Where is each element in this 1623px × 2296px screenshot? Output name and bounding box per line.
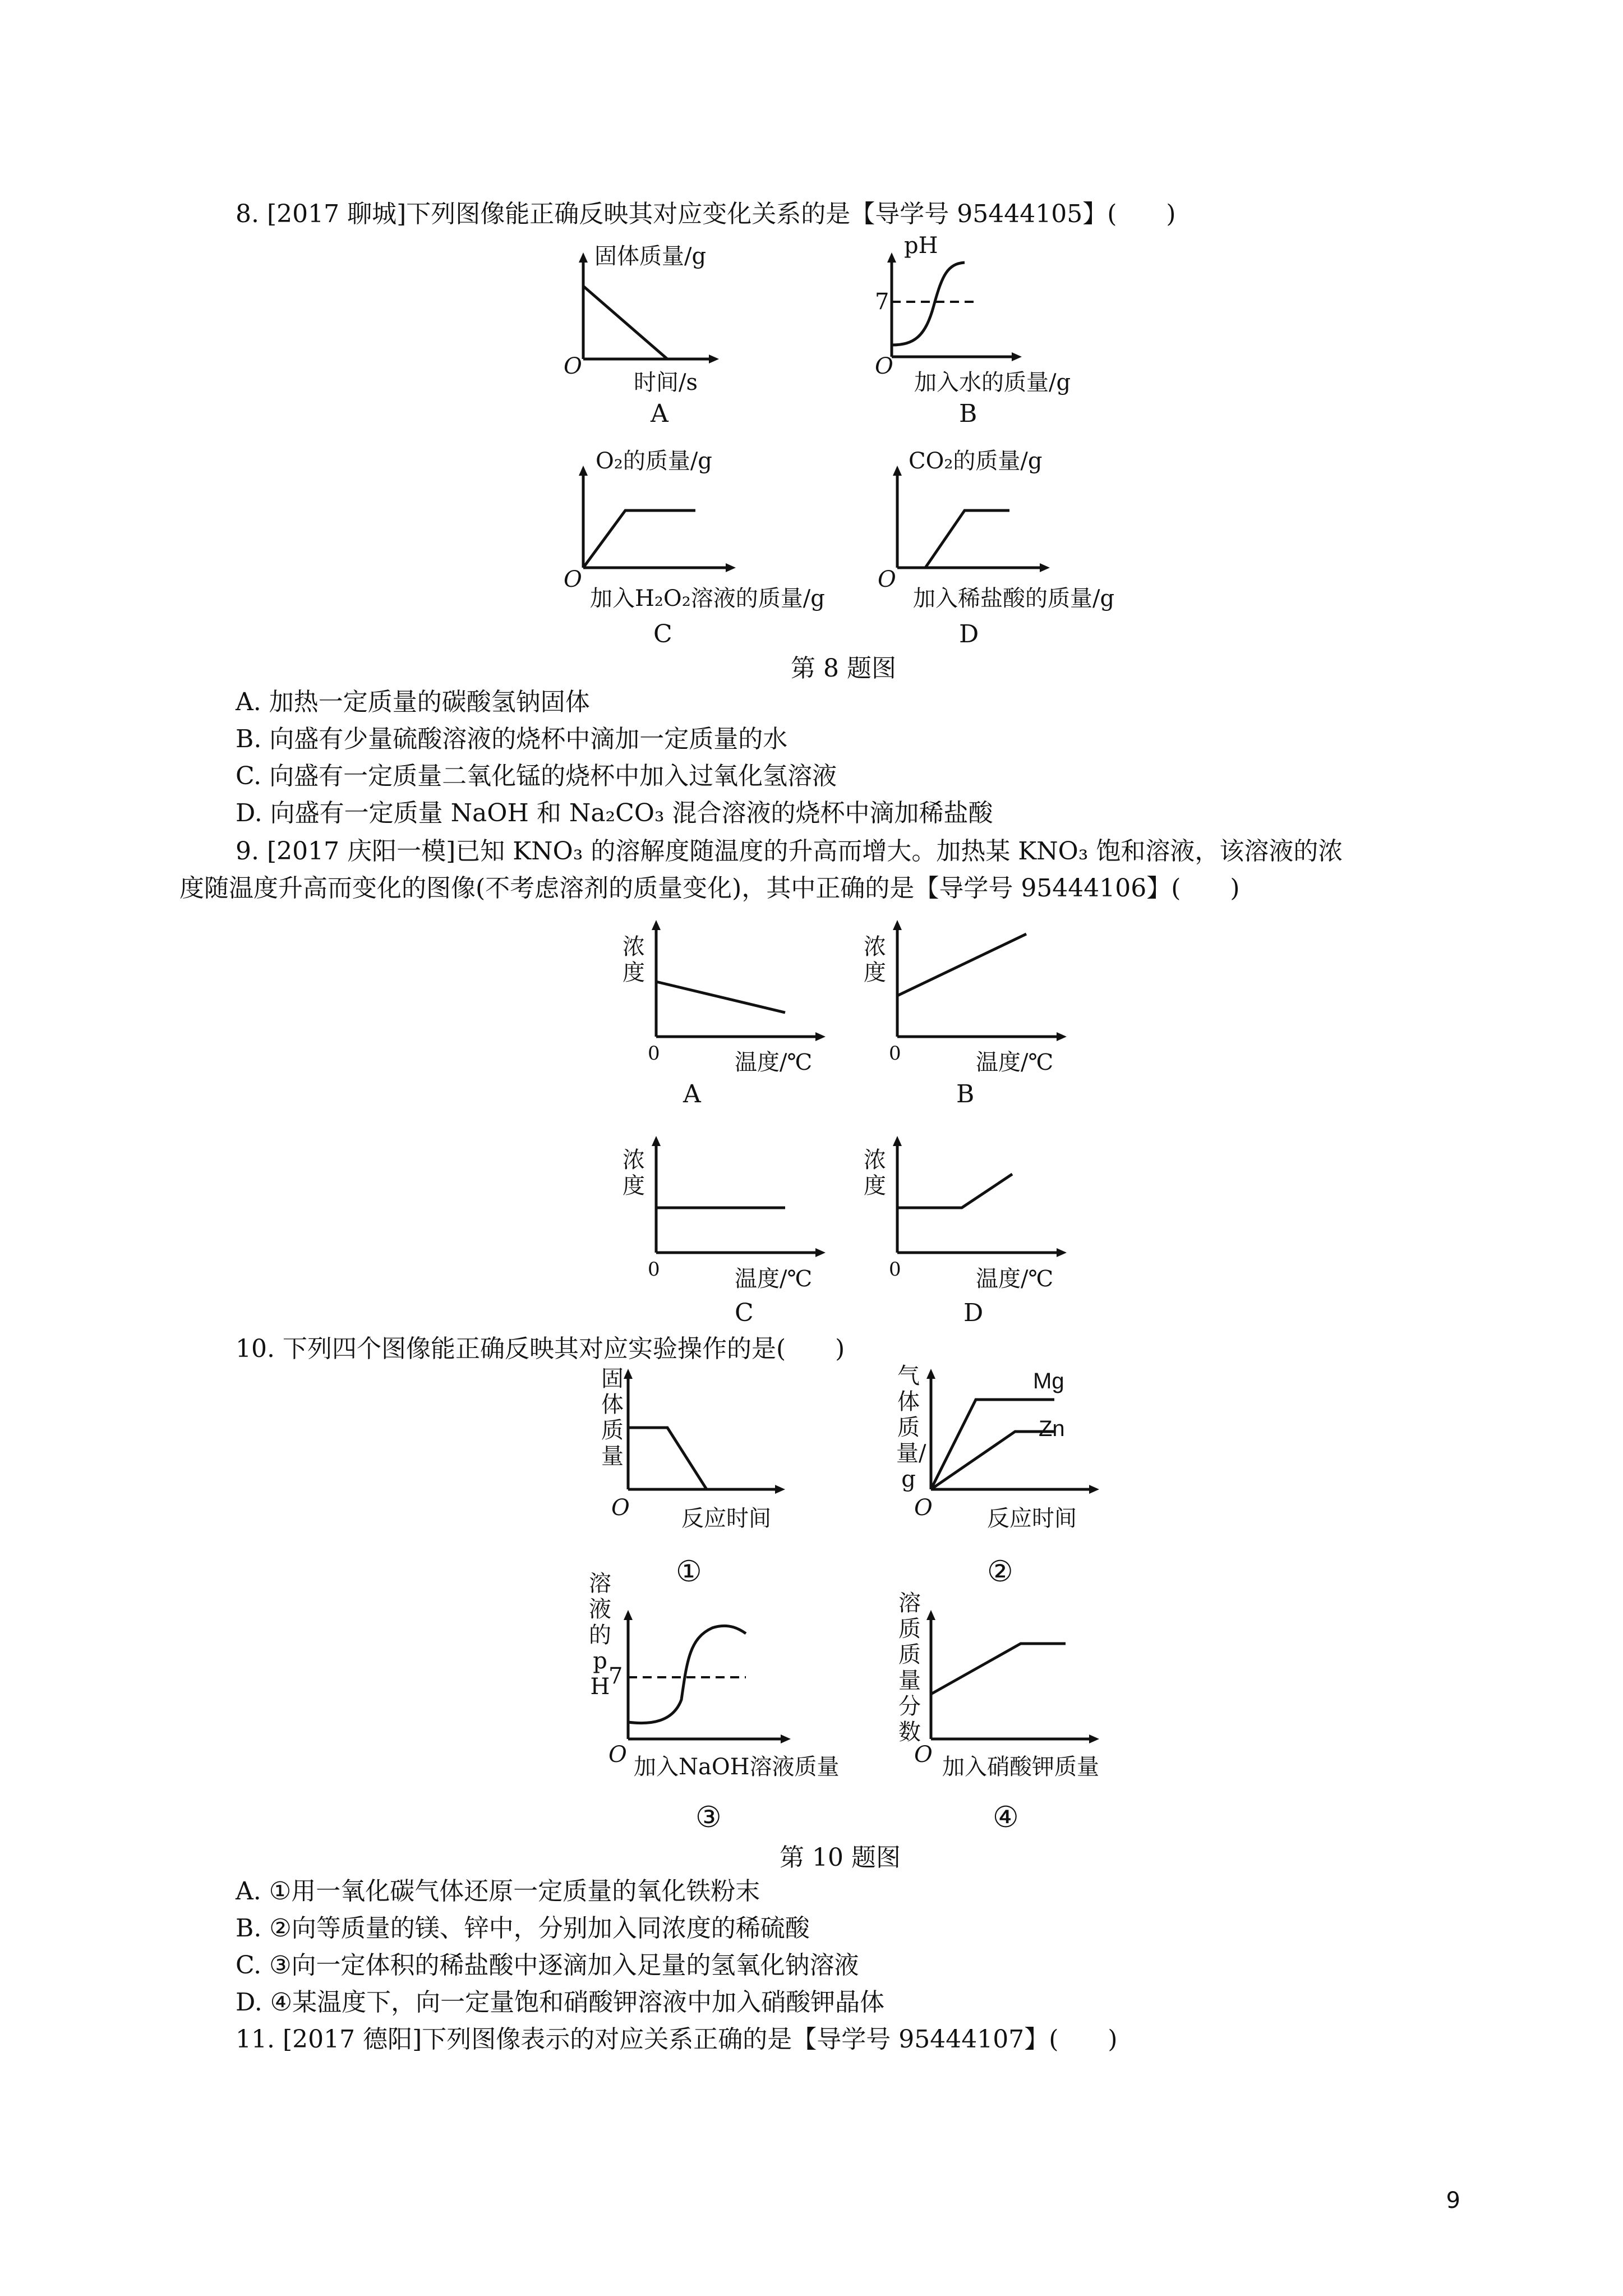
q8-a-xlabel: 时间/s [634,370,698,395]
q8-b-ylabel: pH [904,233,938,259]
q8-b-caption: B [959,399,978,428]
q8-d-origin: O [878,567,896,592]
q9-graph-b-plot [897,920,1077,1049]
q8-graph-d-plot [897,466,1060,578]
q10-2-ylabel: 气体质量/g [896,1363,926,1492]
q9-d-caption: D [963,1299,984,1327]
q9-b-caption: B [956,1080,975,1108]
q10-option-d: D. ④某温度下，向一定量饱和硝酸钾溶液中加入硝酸钾晶体 [236,1988,885,2017]
q8-b-origin: O [875,353,893,379]
q8-a-origin: O [564,353,582,379]
q8-option-a: A. 加热一定质量的碳酸氢钠固体 [236,688,590,716]
q10-4-origin: O [914,1742,933,1768]
q10-option-b: B. ②向等质量的镁、锌中，分别加入同浓度的稀硫酸 [236,1914,810,1943]
q10-4-ylabel: 溶质质量分数 [898,1590,921,1745]
q9-graph-a-plot [656,920,836,1049]
q10-4-caption: ④ [993,1801,1019,1834]
q10-1-ylabel: 固体质量 [601,1366,624,1469]
q10-graph-3-plot [628,1610,808,1756]
q8-option-b: B. 向盛有少量硫酸溶液的烧杯中滴加一定质量的水 [236,725,788,753]
q9-d-xlabel: 温度/℃ [976,1266,1054,1292]
q8-d-xlabel: 加入稀盐酸的质量/g [913,586,1115,611]
q9-graph-c-plot [656,1136,836,1265]
q10-4-xlabel: 加入硝酸钾质量 [942,1754,1099,1780]
q8-a-ylabel: 固体质量/g [594,243,707,269]
q9-c-origin: 0 [648,1258,660,1281]
q10-2-caption: ② [987,1555,1013,1589]
q9-a-ylabel: 浓度 [623,934,645,986]
q10-stem: 10. 下列四个图像能正确反映其对应实验操作的是( ) [236,1335,845,1363]
q8-graph-b-plot [892,252,1038,365]
q8-option-d: D. 向盛有一定质量 NaOH 和 Na₂CO₃ 混合溶液的烧杯中滴加稀盐酸 [236,799,993,827]
q9-stem-line2: 度随温度升高而变化的图像(不考虑溶剂的质量变化)，其中正确的是【导学号 95444106】( ) [179,874,1240,903]
q9-b-xlabel: 温度/℃ [976,1050,1054,1075]
q10-1-xlabel: 反应时间 [681,1506,771,1531]
q8-figure-caption: 第 8 题图 [791,654,896,683]
q10-graph-4-plot [931,1610,1110,1756]
q8-c-xlabel: 加入H₂O₂溶液的质量/g [590,586,825,611]
q10-1-origin: O [611,1495,630,1521]
q8-b-xlabel: 加入水的质量/g [914,370,1071,395]
q10-3-caption: ③ [695,1801,722,1834]
q10-3-origin: O [608,1742,627,1768]
q9-b-ylabel: 浓度 [864,934,886,986]
q8-c-caption: C [653,620,672,648]
q10-1-caption: ① [676,1555,702,1589]
q10-graph-2-plot [931,1369,1110,1503]
q10-option-c: C. ③向一定体积的稀盐酸中逐滴加入足量的氢氧化钠溶液 [236,1951,859,1980]
q10-2-origin: O [914,1495,933,1521]
q8-d-ylabel: CO₂的质量/g [909,448,1043,474]
q8-option-c: C. 向盛有一定质量二氧化锰的烧杯中加入过氧化氢溶液 [236,762,837,790]
q9-graph-d-plot [897,1136,1077,1265]
q11-stem: 11. [2017 德阳]下列图像表示的对应关系正确的是【导学号 95444107】( ) [236,2025,1118,2054]
q8-stem: 8. [2017 聊城]下列图像能正确反映其对应变化关系的是【导学号 95444105】( ) [236,200,1176,228]
q10-2-xlabel: 反应时间 [987,1506,1077,1531]
q10-3-tick7: 7 [608,1663,623,1689]
q8-b-tick7: 7 [875,289,889,315]
q9-a-origin: 0 [648,1042,660,1065]
q8-graph-c-plot [583,466,746,578]
q9-stem-line1: 9. [2017 庆阳一模]已知 KNO₃ 的溶解度随温度的升高而增大。加热某 KNO₃ 饱和溶液，该溶液的浓 [236,837,1343,866]
page-number: 9 [1446,2188,1460,2214]
q9-d-origin: 0 [889,1258,901,1281]
q10-2-series-zn: Zn [1039,1416,1065,1441]
q9-c-xlabel: 温度/℃ [735,1266,813,1292]
q10-2-series-mg: Mg [1033,1369,1064,1393]
q9-a-xlabel: 温度/℃ [735,1050,813,1075]
q10-3-ylabel: 溶液的pH [589,1571,611,1700]
q10-3-xlabel: 加入NaOH溶液质量 [634,1754,840,1780]
q10-graph-1-plot [628,1369,796,1503]
q9-c-caption: C [735,1299,754,1327]
q9-c-ylabel: 浓度 [623,1147,645,1199]
q9-d-ylabel: 浓度 [864,1147,886,1199]
q8-a-caption: A [651,399,668,428]
q10-option-a: A. ①用一氧化碳气体还原一定质量的氧化铁粉末 [236,1877,760,1906]
q8-d-caption: D [959,620,979,648]
q9-a-caption: A [683,1080,701,1108]
q8-c-ylabel: O₂的质量/g [596,448,712,474]
q9-b-origin: 0 [889,1042,901,1065]
q8-c-origin: O [564,567,582,592]
q10-figure-caption: 第 10 题图 [780,1843,901,1872]
